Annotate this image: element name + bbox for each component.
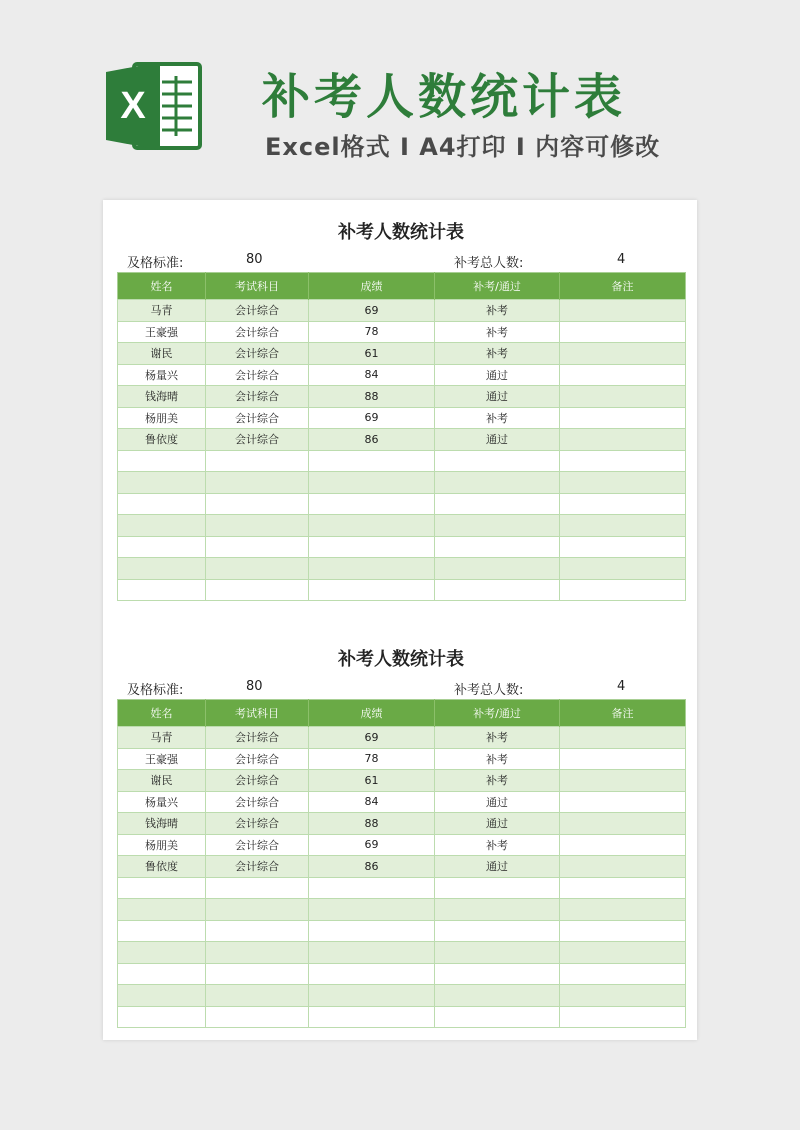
cell-subject[interactable] (206, 536, 309, 558)
cell-subject[interactable] (206, 579, 309, 601)
cell-subject[interactable] (206, 1006, 309, 1028)
cell-remark[interactable] (560, 450, 686, 472)
cell-subject[interactable]: 会计综合 (206, 791, 309, 813)
column-header-status: 补考/通过 (435, 273, 560, 300)
cell-name[interactable]: 鲁依度 (118, 856, 206, 878)
cell-score[interactable] (309, 985, 435, 1007)
cell-subject[interactable]: 会计综合 (206, 386, 309, 408)
cell-name[interactable]: 马青 (118, 727, 206, 749)
cell-status[interactable]: 通过 (435, 856, 560, 878)
cell-remark[interactable] (560, 727, 686, 749)
cell-status[interactable]: 通过 (435, 813, 560, 835)
cell-name[interactable] (118, 558, 206, 580)
table-row (118, 429, 686, 451)
table-row (118, 536, 686, 558)
cell-status[interactable]: 通过 (435, 791, 560, 813)
cell-name[interactable] (118, 920, 206, 942)
cell-remark[interactable] (560, 963, 686, 985)
cell-status[interactable] (435, 942, 560, 964)
cell-subject[interactable] (206, 963, 309, 985)
cell-status[interactable] (435, 493, 560, 515)
table-row (118, 770, 686, 792)
cell-name[interactable] (118, 579, 206, 601)
cell-score[interactable]: 69 (309, 834, 435, 856)
cell-remark[interactable] (560, 407, 686, 429)
cell-name[interactable] (118, 450, 206, 472)
retake-total-label: 补考总人数: (454, 256, 524, 271)
cell-status[interactable]: 补考 (435, 748, 560, 770)
column-header-score: 成绩 (309, 700, 435, 727)
cell-remark[interactable] (560, 748, 686, 770)
excel-icon (104, 58, 204, 154)
stats-sheet (117, 218, 685, 601)
cell-score[interactable]: 86 (309, 856, 435, 878)
table-header-row (118, 273, 686, 300)
cell-name[interactable]: 杨朋美 (118, 407, 206, 429)
retake-total-value[interactable]: 4 (617, 252, 626, 267)
cell-score[interactable] (309, 920, 435, 942)
sheet-title: 补考人数统计表 (338, 649, 464, 670)
cell-subject[interactable]: 会计综合 (206, 856, 309, 878)
cell-status[interactable] (435, 515, 560, 537)
cell-subject[interactable]: 会计综合 (206, 813, 309, 835)
cell-name[interactable]: 马青 (118, 300, 206, 322)
cell-status[interactable]: 补考 (435, 321, 560, 343)
pass-standard-label: 及格标准: (127, 683, 184, 698)
cell-score[interactable] (309, 558, 435, 580)
cell-status[interactable]: 补考 (435, 300, 560, 322)
cell-score[interactable] (309, 1006, 435, 1028)
paper-sheet (103, 200, 697, 1040)
retake-total-value[interactable]: 4 (617, 679, 626, 694)
cell-score[interactable]: 78 (309, 748, 435, 770)
cell-score[interactable]: 88 (309, 813, 435, 835)
cell-subject[interactable]: 会计综合 (206, 407, 309, 429)
cell-status[interactable] (435, 472, 560, 494)
cell-status[interactable]: 补考 (435, 770, 560, 792)
cell-score[interactable]: 78 (309, 321, 435, 343)
table-row (118, 1006, 686, 1028)
cell-score[interactable]: 61 (309, 343, 435, 365)
cell-status[interactable] (435, 920, 560, 942)
column-header-subject: 考试科目 (206, 700, 309, 727)
table-row (118, 942, 686, 964)
cell-subject[interactable] (206, 493, 309, 515)
column-header-name: 姓名 (118, 273, 206, 300)
table-row (118, 472, 686, 494)
cell-name[interactable]: 王豪强 (118, 748, 206, 770)
retake-table (117, 272, 686, 601)
cell-remark[interactable] (560, 877, 686, 899)
table-row (118, 321, 686, 343)
cell-score[interactable]: 86 (309, 429, 435, 451)
table-row (118, 899, 686, 921)
column-header-name: 姓名 (118, 700, 206, 727)
cell-status[interactable]: 通过 (435, 364, 560, 386)
cell-score[interactable]: 69 (309, 407, 435, 429)
cell-name[interactable]: 谢民 (118, 770, 206, 792)
cell-score[interactable]: 84 (309, 364, 435, 386)
cell-score[interactable]: 88 (309, 386, 435, 408)
cell-status[interactable] (435, 963, 560, 985)
cell-remark[interactable] (560, 536, 686, 558)
retake-table (117, 699, 686, 1028)
cell-subject[interactable]: 会计综合 (206, 343, 309, 365)
cell-remark[interactable] (560, 920, 686, 942)
pass-standard-value[interactable]: 80 (246, 252, 263, 267)
cell-remark[interactable] (560, 493, 686, 515)
banner-title: 补考人数统计表 (262, 69, 627, 125)
cell-status[interactable] (435, 1006, 560, 1028)
cell-remark[interactable] (560, 791, 686, 813)
cell-status[interactable] (435, 558, 560, 580)
cell-name[interactable] (118, 877, 206, 899)
table-row (118, 877, 686, 899)
table-row (118, 748, 686, 770)
excel-logo-letter: X (120, 85, 146, 127)
table-row (118, 364, 686, 386)
cell-subject[interactable]: 会计综合 (206, 429, 309, 451)
table-body (118, 300, 686, 601)
table-row (118, 386, 686, 408)
cell-remark[interactable] (560, 343, 686, 365)
cell-remark[interactable] (560, 579, 686, 601)
cell-name[interactable] (118, 899, 206, 921)
header-banner (0, 0, 800, 200)
cell-subject[interactable] (206, 942, 309, 964)
cell-name[interactable] (118, 536, 206, 558)
cell-score[interactable] (309, 579, 435, 601)
cell-remark[interactable] (560, 770, 686, 792)
pass-standard-label: 及格标准: (127, 256, 184, 271)
cell-name[interactable] (118, 515, 206, 537)
cell-name[interactable]: 谢民 (118, 343, 206, 365)
cell-remark[interactable] (560, 813, 686, 835)
cell-remark[interactable] (560, 515, 686, 537)
retake-total-label: 补考总人数: (454, 683, 524, 698)
cell-name[interactable] (118, 1006, 206, 1028)
pass-standard-value[interactable]: 80 (246, 679, 263, 694)
cell-score[interactable] (309, 942, 435, 964)
column-header-remark: 备注 (560, 700, 686, 727)
table-row (118, 450, 686, 472)
cell-score[interactable] (309, 472, 435, 494)
banner-subtitle: Excel格式 I A4打印 I 内容可修改 (265, 133, 661, 161)
cell-remark[interactable] (560, 856, 686, 878)
cell-name[interactable] (118, 472, 206, 494)
table-row (118, 558, 686, 580)
table-row (118, 579, 686, 601)
stats-sheet (117, 645, 685, 1028)
cell-remark[interactable] (560, 364, 686, 386)
table-body (118, 727, 686, 1028)
cell-score[interactable] (309, 493, 435, 515)
cell-status[interactable] (435, 579, 560, 601)
cell-subject[interactable] (206, 899, 309, 921)
cell-score[interactable]: 69 (309, 727, 435, 749)
cell-score[interactable] (309, 515, 435, 537)
cell-subject[interactable]: 会计综合 (206, 321, 309, 343)
cell-status[interactable] (435, 877, 560, 899)
table-row (118, 493, 686, 515)
cell-subject[interactable] (206, 985, 309, 1007)
info-row (117, 248, 685, 272)
cell-remark[interactable] (560, 558, 686, 580)
cell-status[interactable]: 补考 (435, 407, 560, 429)
cell-remark[interactable] (560, 386, 686, 408)
cell-name[interactable]: 杨朋美 (118, 834, 206, 856)
cell-status[interactable]: 通过 (435, 429, 560, 451)
cell-name[interactable] (118, 493, 206, 515)
cell-remark[interactable] (560, 429, 686, 451)
cell-name[interactable]: 钱海晴 (118, 813, 206, 835)
table-row (118, 834, 686, 856)
table-row (118, 791, 686, 813)
cell-name[interactable]: 王豪强 (118, 321, 206, 343)
cell-name[interactable] (118, 963, 206, 985)
cell-score[interactable] (309, 899, 435, 921)
column-header-status: 补考/通过 (435, 700, 560, 727)
cell-status[interactable]: 补考 (435, 834, 560, 856)
cell-subject[interactable]: 会计综合 (206, 364, 309, 386)
cell-status[interactable] (435, 450, 560, 472)
table-row (118, 813, 686, 835)
cell-status[interactable]: 补考 (435, 343, 560, 365)
cell-remark[interactable] (560, 472, 686, 494)
cell-subject[interactable] (206, 558, 309, 580)
cell-name[interactable] (118, 942, 206, 964)
table-header-row (118, 700, 686, 727)
cell-name[interactable]: 杨量兴 (118, 364, 206, 386)
cell-subject[interactable]: 会计综合 (206, 727, 309, 749)
cell-name[interactable]: 钱海晴 (118, 386, 206, 408)
table-row (118, 515, 686, 537)
cell-subject[interactable] (206, 920, 309, 942)
cell-score[interactable] (309, 450, 435, 472)
cell-remark[interactable] (560, 985, 686, 1007)
cell-score[interactable]: 84 (309, 791, 435, 813)
cell-subject[interactable]: 会计综合 (206, 300, 309, 322)
table-row (118, 343, 686, 365)
cell-score[interactable] (309, 877, 435, 899)
cell-status[interactable] (435, 536, 560, 558)
cell-score[interactable] (309, 536, 435, 558)
cell-remark[interactable] (560, 321, 686, 343)
cell-remark[interactable] (560, 942, 686, 964)
info-row (117, 675, 685, 699)
table-row (118, 856, 686, 878)
cell-remark[interactable] (560, 899, 686, 921)
cell-remark[interactable] (560, 1006, 686, 1028)
cell-score[interactable] (309, 963, 435, 985)
column-header-remark: 备注 (560, 273, 686, 300)
column-header-score: 成绩 (309, 273, 435, 300)
sheet-title: 补考人数统计表 (338, 222, 464, 243)
cell-name[interactable]: 杨量兴 (118, 791, 206, 813)
cell-remark[interactable] (560, 300, 686, 322)
cell-status[interactable] (435, 899, 560, 921)
table-row (118, 920, 686, 942)
cell-subject[interactable] (206, 515, 309, 537)
table-row (118, 963, 686, 985)
cell-score[interactable]: 61 (309, 770, 435, 792)
cell-subject[interactable] (206, 450, 309, 472)
cell-subject[interactable] (206, 877, 309, 899)
table-row (118, 407, 686, 429)
cell-status[interactable] (435, 985, 560, 1007)
cell-status[interactable]: 补考 (435, 727, 560, 749)
table-row (118, 985, 686, 1007)
column-header-subject: 考试科目 (206, 273, 309, 300)
cell-status[interactable]: 通过 (435, 386, 560, 408)
cell-subject[interactable]: 会计综合 (206, 770, 309, 792)
cell-subject[interactable]: 会计综合 (206, 748, 309, 770)
table-row (118, 300, 686, 322)
cell-subject[interactable]: 会计综合 (206, 834, 309, 856)
cell-remark[interactable] (560, 834, 686, 856)
cell-name[interactable]: 鲁依度 (118, 429, 206, 451)
cell-name[interactable] (118, 985, 206, 1007)
table-row (118, 727, 686, 749)
cell-score[interactable]: 69 (309, 300, 435, 322)
cell-subject[interactable] (206, 472, 309, 494)
